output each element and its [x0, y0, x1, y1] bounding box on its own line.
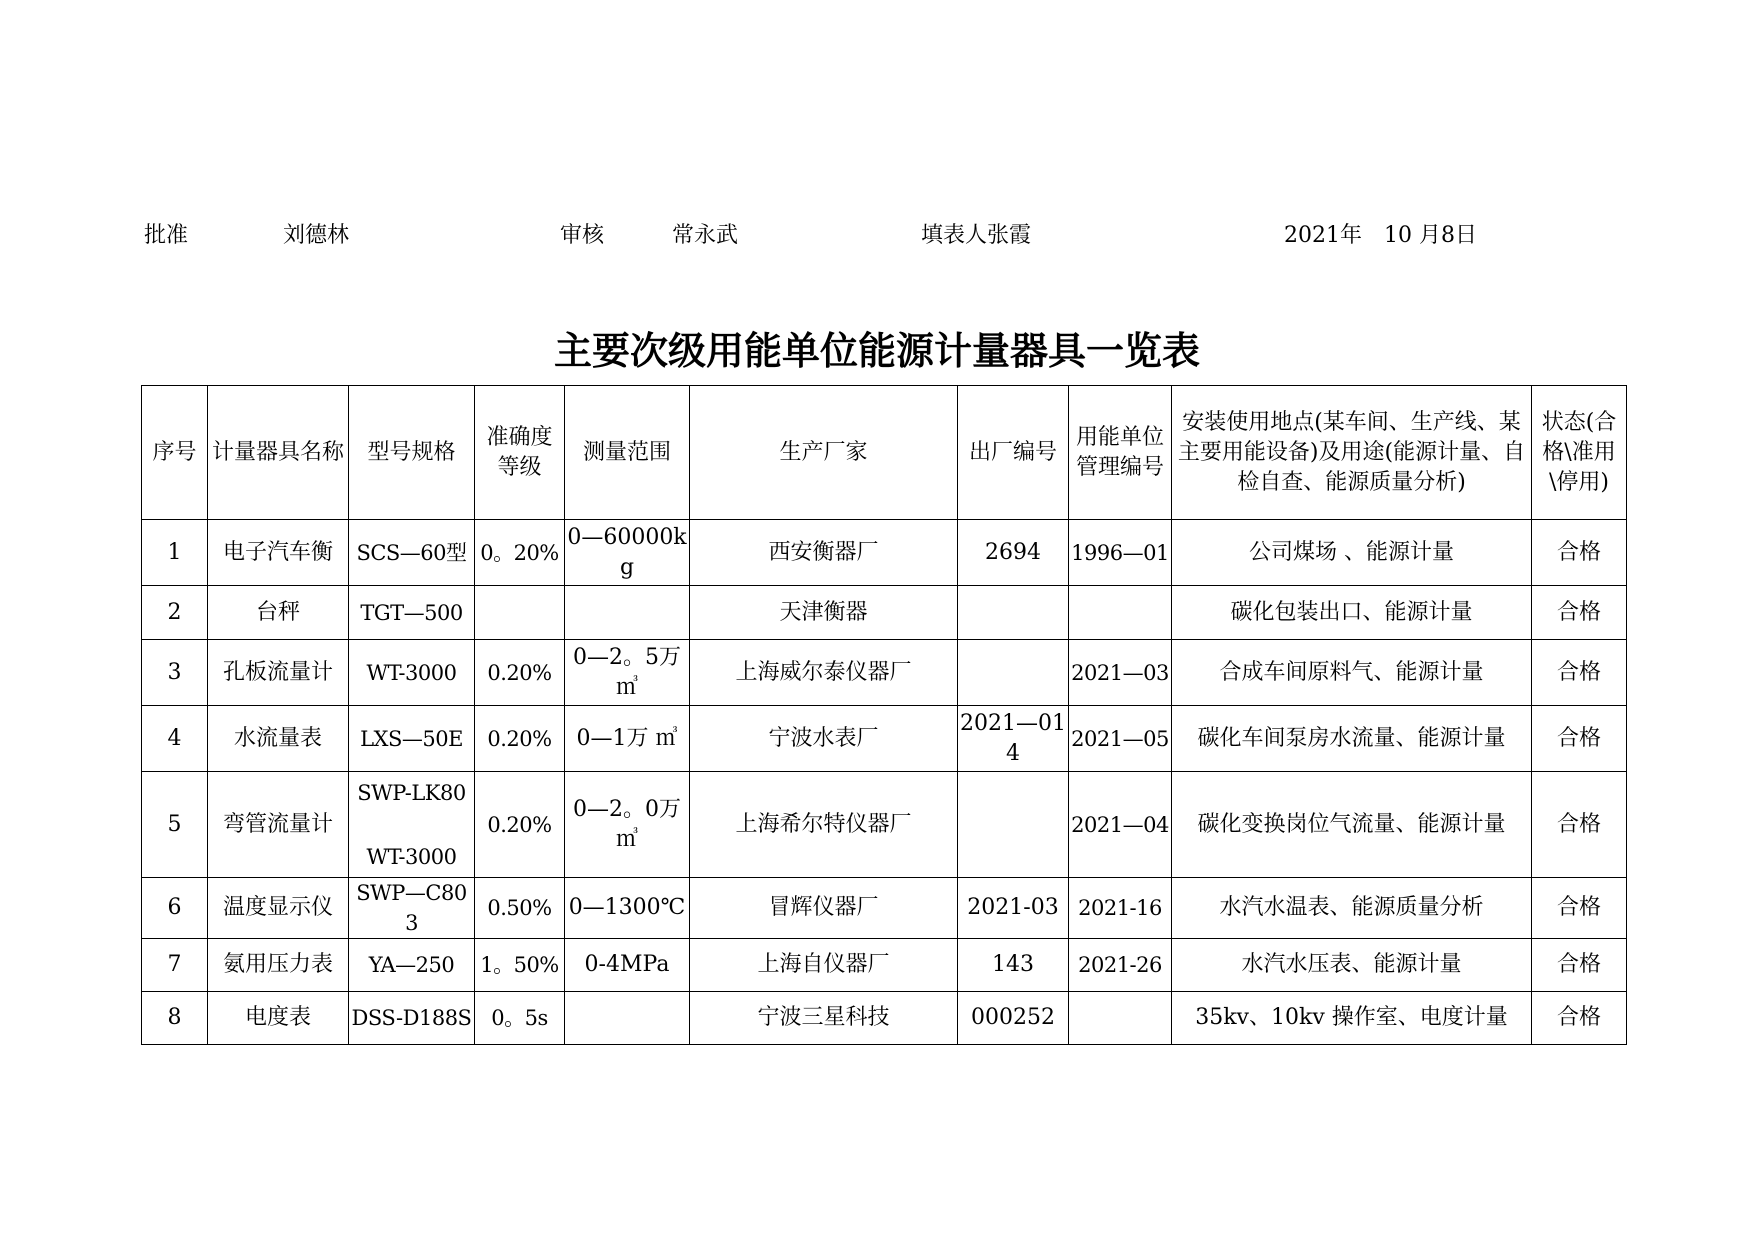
table-row — [142, 992, 1627, 1045]
cell-range: 0—2。0万㎥ — [565, 772, 690, 878]
header-serial: 出厂编号 — [958, 386, 1069, 520]
cell-range: 0-4MPa — [565, 939, 690, 992]
cell-seq: 1 — [142, 520, 208, 586]
cell-serial: 143 — [958, 939, 1069, 992]
page-title: 主要次级用能单位能源计量器具一览表 — [553, 329, 1200, 373]
cell-accuracy: 0。20% — [475, 520, 565, 586]
cell-serial: 2694 — [958, 520, 1069, 586]
header-mgmt: 用能单位管理编号 — [1069, 386, 1172, 520]
cell-accuracy: 0.50% — [475, 878, 565, 939]
cell-accuracy: 0。5s — [475, 992, 565, 1045]
cell-model: SCS—60型 — [349, 520, 475, 586]
cell-serial: 000252 — [958, 992, 1069, 1045]
cell-model-line: SWP-LK80 — [357, 780, 466, 805]
table-row — [142, 520, 1627, 586]
cell-seq: 5 — [142, 772, 208, 878]
cell-serial — [958, 772, 1069, 878]
header-status: 状态(合格\准用\停用) — [1532, 386, 1627, 520]
cell-status: 合格 — [1532, 939, 1627, 992]
cell-seq: 4 — [142, 706, 208, 772]
table-body — [142, 520, 1627, 1045]
cell-model: DSS-D188S — [349, 992, 475, 1045]
cell-status: 合格 — [1532, 992, 1627, 1045]
cell-name: 电度表 — [208, 992, 349, 1045]
table-row — [142, 640, 1627, 706]
cell-status: 合格 — [1532, 640, 1627, 706]
cell-name: 孔板流量计 — [208, 640, 349, 706]
cell-serial — [958, 640, 1069, 706]
cell-mgmt: 2021—05 — [1069, 706, 1172, 772]
cell-accuracy: 1。50% — [475, 939, 565, 992]
cell-maker: 上海威尔泰仪器厂 — [690, 640, 958, 706]
header-seq: 序号 — [142, 386, 208, 520]
cell-maker: 天津衡器 — [690, 586, 958, 640]
cell-maker: 冒辉仪器厂 — [690, 878, 958, 939]
cell-mgmt: 2021—04 — [1069, 772, 1172, 878]
cell-model: WT-3000 — [349, 640, 475, 706]
cell-seq: 2 — [142, 586, 208, 640]
cell-maker: 宁波水表厂 — [690, 706, 958, 772]
review-name: 常永武 — [672, 223, 739, 248]
header-maker: 生产厂家 — [690, 386, 958, 520]
table-row — [142, 772, 1627, 878]
fill-date: 2021年 10 月8日 — [1284, 223, 1477, 248]
cell-accuracy: 0.20% — [475, 772, 565, 878]
cell-range: 0—1万 ㎥ — [565, 706, 690, 772]
review-label: 审核 — [560, 223, 605, 248]
cell-maker: 上海自仪器厂 — [690, 939, 958, 992]
header-row — [142, 386, 1627, 520]
cell-serial: 2021—014 — [958, 706, 1069, 772]
cell-name: 台秤 — [208, 586, 349, 640]
cell-seq: 8 — [142, 992, 208, 1045]
cell-seq: 6 — [142, 878, 208, 939]
cell-maker: 上海希尔特仪器厂 — [690, 772, 958, 878]
cell-status: 合格 — [1532, 878, 1627, 939]
cell-accuracy: 0.20% — [475, 640, 565, 706]
cell-accuracy — [475, 586, 565, 640]
cell-location: 碳化车间泵房水流量、能源计量 — [1172, 706, 1532, 772]
table-row — [142, 586, 1627, 640]
cell-name: 弯管流量计 — [208, 772, 349, 878]
cell-status: 合格 — [1532, 586, 1627, 640]
approve-label: 批准 — [144, 223, 189, 248]
cell-mgmt: 2021-26 — [1069, 939, 1172, 992]
cell-mgmt: 2021-16 — [1069, 878, 1172, 939]
cell-mgmt: 2021—03 — [1069, 640, 1172, 706]
table-row — [142, 706, 1627, 772]
cell-name: 水流量表 — [208, 706, 349, 772]
cell-status: 合格 — [1532, 772, 1627, 878]
header-range: 测量范围 — [565, 386, 690, 520]
cell-location: 水汽水压表、能源计量 — [1172, 939, 1532, 992]
approve-name: 刘德林 — [283, 223, 350, 248]
cell-status: 合格 — [1532, 706, 1627, 772]
cell-model: LXS—50E — [349, 706, 475, 772]
cell-model-line: WT-3000 — [366, 844, 457, 869]
cell-model: SWP—C803 — [349, 878, 475, 939]
cell-range: 0—1300℃ — [565, 878, 690, 939]
cell-name: 温度显示仪 — [208, 878, 349, 939]
header-location: 安装使用地点(某车间、生产线、某主要用能设备)及用途(能源计量、自检自查、能源质量分析) — [1172, 386, 1532, 520]
table-row — [142, 939, 1627, 992]
header-accuracy: 准确度等级 — [475, 386, 565, 520]
cell-location: 合成车间原料气、能源计量 — [1172, 640, 1532, 706]
cell-location: 水汽水温表、能源质量分析 — [1172, 878, 1532, 939]
header-model: 型号规格 — [349, 386, 475, 520]
cell-seq: 7 — [142, 939, 208, 992]
header-name: 计量器具名称 — [208, 386, 349, 520]
cell-name: 电子汽车衡 — [208, 520, 349, 586]
cell-model: YA—250 — [349, 939, 475, 992]
cell-range — [565, 586, 690, 640]
cell-model: TGT—500 — [349, 586, 475, 640]
cell-mgmt: 1996—01 — [1069, 520, 1172, 586]
instrument-table — [141, 385, 1627, 1045]
cell-seq: 3 — [142, 640, 208, 706]
cell-mgmt — [1069, 992, 1172, 1045]
cell-range: 0—60000kg — [565, 520, 690, 586]
cell-location: 公司煤场 、能源计量 — [1172, 520, 1532, 586]
cell-location: 碳化变换岗位气流量、能源计量 — [1172, 772, 1532, 878]
cell-accuracy: 0.20% — [475, 706, 565, 772]
cell-location: 碳化包装出口、能源计量 — [1172, 586, 1532, 640]
cell-serial: 2021-03 — [958, 878, 1069, 939]
filler-name: 填表人张霞 — [921, 223, 1032, 248]
table-row — [142, 878, 1627, 939]
cell-range — [565, 992, 690, 1045]
cell-model — [349, 772, 475, 878]
cell-mgmt — [1069, 586, 1172, 640]
cell-serial — [958, 586, 1069, 640]
cell-location: 35kv、10kv 操作室、电度计量 — [1172, 992, 1532, 1045]
cell-maker: 宁波三星科技 — [690, 992, 958, 1045]
cell-status: 合格 — [1532, 520, 1627, 586]
cell-maker: 西安衡器厂 — [690, 520, 958, 586]
cell-range: 0—2。5万㎥ — [565, 640, 690, 706]
cell-name: 氨用压力表 — [208, 939, 349, 992]
